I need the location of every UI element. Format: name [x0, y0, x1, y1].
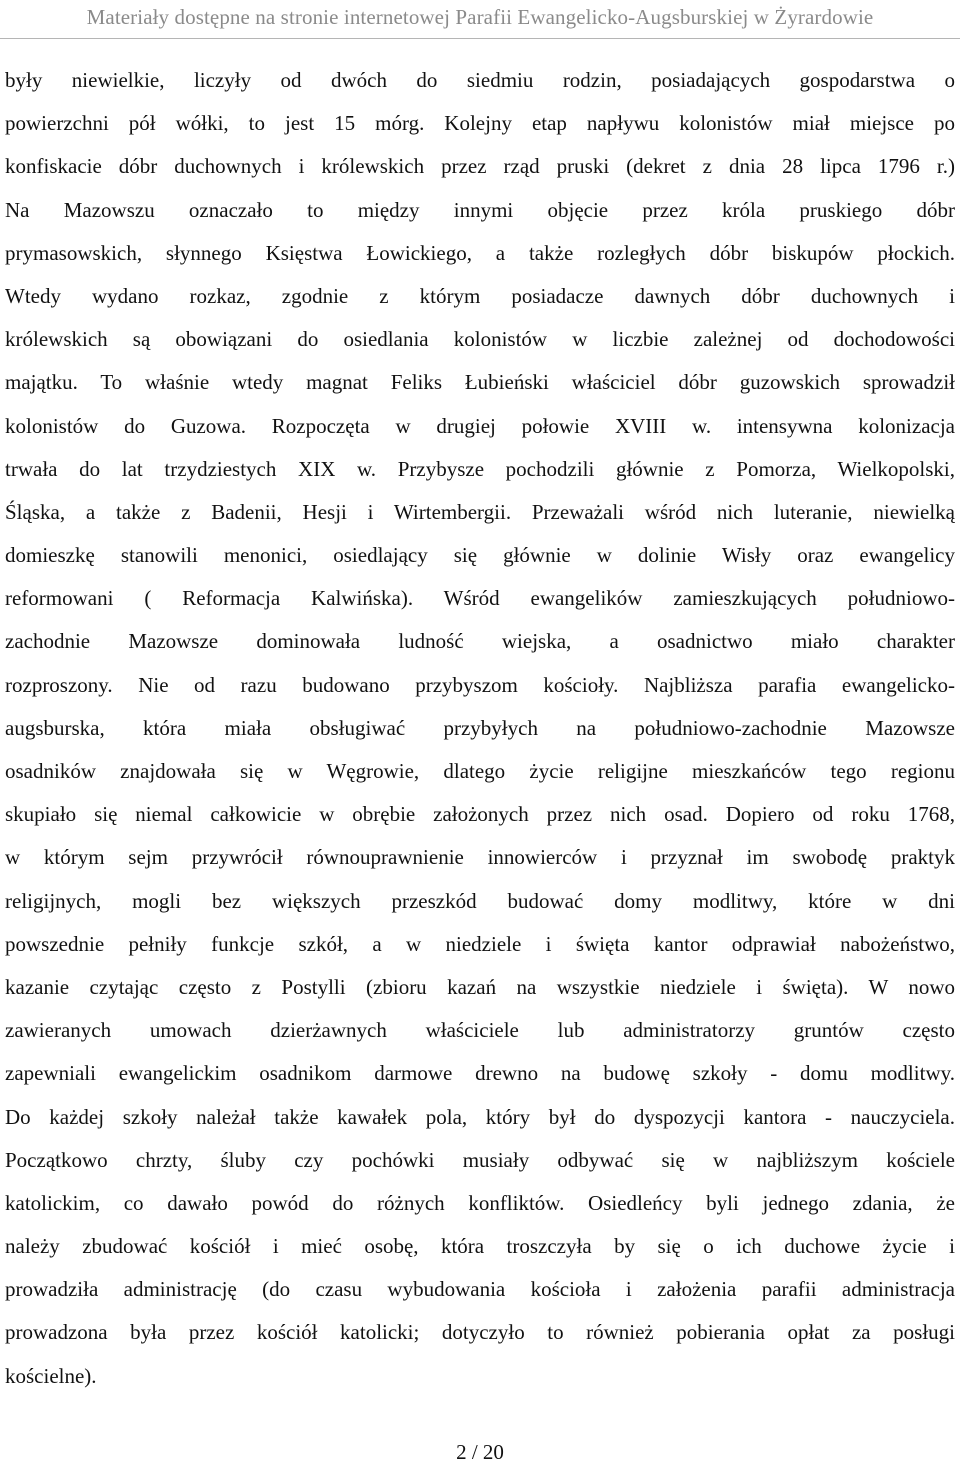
body-text [5, 59, 955, 1398]
text-line: w którym sejm przywrócił równouprawnienie innowierców i przyznał im swobodę praktyk [5, 845, 955, 870]
text-line: zawieranych umowach dzierżawnych właściciele lub administratorzy gruntów często [5, 1018, 955, 1043]
page-number: 2 / 20 [456, 1440, 504, 1464]
text-line: Na Mazowszu oznaczało to między innymi objęcie przez króla pruskiego dóbr [5, 197, 955, 222]
text-line: kolonistów do Guzowa. Rozpoczęta w drugiej połowie XVIII w. intensywna kolonizacja [5, 413, 955, 438]
text-line: prowadziła administrację (do czasu wybudowania kościoła i założenia parafii administracja [5, 1277, 955, 1302]
text-line: religijnych, mogli bez większych przeszkód budować domy modlitwy, które w dni [5, 888, 955, 913]
text-line: były niewielkie, liczyły od dwóch do siedmiu rodzin, posiadających gospodarstwa o [5, 68, 955, 92]
text-line: Wtedy wydano rozkaz, zgodnie z którym posiadacze dawnych dóbr duchownych i [5, 283, 955, 308]
text-line: katolickim, co dawało powód do różnych konfliktów. Osiedleńcy byli jednego zdania, że [5, 1190, 955, 1215]
text-line: kościelne). [5, 1363, 97, 1388]
text-line: kazanie czytając często z Postylli (zbioru kazań na wszystkie niedziele i święta). W nowo [5, 974, 955, 999]
text-line: skupiało się niemal całkowicie w obrębie założonych przez nich osad. Dopiero od roku 1768, [5, 802, 955, 827]
text-line: reformowani ( Reformacja Kalwińska). Wśród ewangelików zamieszkujących południowo- [5, 586, 955, 611]
text-line: Do każdej szkoły należał także kawałek pola, który był do dyspozycji kantora - nauczyciela. [5, 1104, 955, 1129]
text-line: powszednie pełniły funkcje szkół, a w niedziele i święta kantor odprawiał nabożeństwo, [5, 931, 955, 956]
text-line: prowadzona była przez kościół katolicki; dotyczyło to również pobierania opłat za posługi [5, 1320, 955, 1345]
text-line: konfiskacie dóbr duchownych i królewskich przez rząd pruski (dekret z dnia 28 lipca 1796 r.) [5, 154, 955, 179]
text-line: należy zbudować kościół i mieć osobę, która troszczyła by się o ich duchowe życie i [5, 1234, 955, 1259]
text-line: domieszkę stanowili menonici, osiedlający się głównie w dolinie Wisły oraz ewangelicy [5, 543, 955, 568]
header-divider [0, 38, 960, 39]
text-line: augsburska, która miała obsługiwać przybyłych na południowo-zachodnie Mazowsze [5, 715, 955, 740]
text-line: rozproszony. Nie od razu budowano przybyszom kościoły. Najbliższa parafia ewangelicko- [5, 672, 955, 697]
text-line: zapewniali ewangelickim osadnikom darmowe drewno na budowę szkoły - domu modlitwy. [5, 1061, 955, 1086]
text-line: prymasowskich, słynnego Księstwa Łowickiego, a także rozległych dóbr biskupów płockich. [5, 240, 955, 265]
text-line: trwała do lat trzydziestych XIX w. Przybysze pochodzili głównie z Pomorza, Wielkopolski, [5, 456, 955, 481]
text-line: osadników znajdowała się w Węgrowie, dlatego życie religijne mieszkańców tego regionu [5, 759, 955, 783]
text-line: Początkowo chrzty, śluby czy pochówki musiały odbywać się w najbliższym kościele [5, 1147, 955, 1172]
text-line: Śląska, a także z Badenii, Hesji i Wirtembergii. Przeważali wśród nich luteranie, niewielką [5, 499, 955, 524]
text-line: zachodnie Mazowsze dominowała ludność wiejska, a osadnictwo miało charakter [5, 629, 955, 654]
text-line: królewskich są obowiązani do osiedlania kolonistów w liczbie zależnej od dochodowości [5, 327, 955, 352]
text-line: majątku. To właśnie wtedy magnat Feliks Łubieński właściciel dóbr guzowskich sprowadził [5, 370, 955, 395]
text-line: powierzchni pół wółki, to jest 15 mórg. Kolejny etap napływu kolonistów miał miejsce po [5, 111, 955, 136]
page-header: Materiały dostępne na stronie internetowej Parafii Ewangelicko-Augsburskiej w Żyrardowie [86, 5, 874, 29]
